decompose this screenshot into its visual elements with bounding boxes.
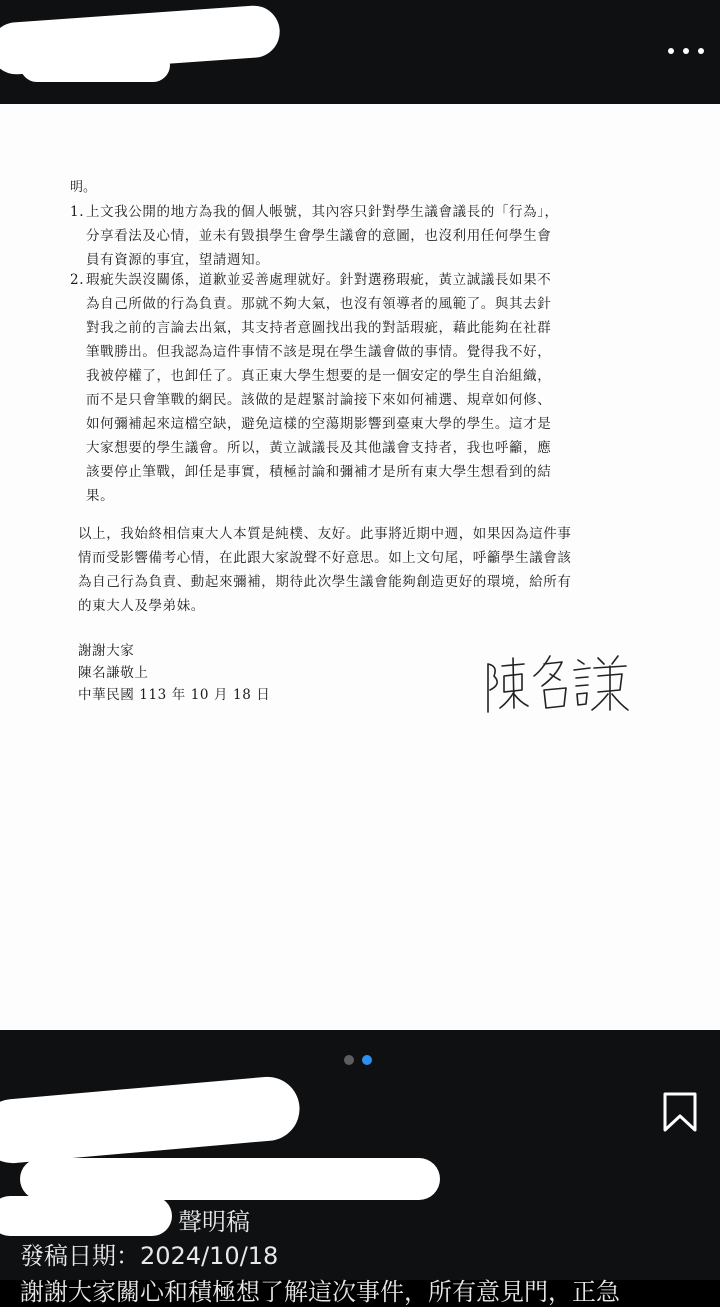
handwritten-signature [480, 650, 630, 720]
closing-line: 為自己行為負責、動起來彌補，期待此次學生議會能夠創造更好的環境，給所有 [78, 574, 572, 590]
closing-line: 的東大人及學弟妹。 [78, 598, 205, 614]
post-footer [0, 1030, 720, 1306]
doc-intro: 明。 [70, 180, 97, 195]
carousel-dot[interactable] [344, 1055, 354, 1065]
item-line: 瑕疵失誤沒關係，道歉並妥善處理就好。針對選務瑕疵，黃立誠議長如果不 [86, 272, 552, 288]
item-line: 該要停止筆戰，卸任是事實，積極討論和彌補才是所有東大學生想看到的結 [86, 464, 552, 480]
date-line: 中華民國 113 年 10 月 18 日 [78, 687, 271, 703]
item-number: 1. [70, 204, 85, 220]
more-dot-icon [683, 48, 689, 54]
item-line: 分享看法及心情，並未有毀損學生會學生議會的意圖，也沒利用任何學生會 [86, 228, 552, 244]
statement-document [0, 104, 720, 1030]
closing-line: 以上，我始終相信東大人本質是純樸、友好。此事將近期中週，如果因為這件事 [78, 526, 572, 542]
caption-title: 聲明稿 [178, 1208, 250, 1236]
caption-body-preview: 謝謝大家關心和積極想了解這次事件，所有意見門，正急 [20, 1278, 620, 1306]
top-bar [0, 0, 720, 104]
more-dot-icon [698, 48, 704, 54]
item-number: 2. [70, 272, 85, 288]
item-line: 大家想要的學生議會。所以，黃立誠議長及其他議會支持者，我也呼籲，應 [86, 440, 552, 456]
doc-item-1 [70, 200, 600, 272]
redacted-caption-fragment [20, 1158, 440, 1200]
carousel-indicator [344, 1055, 372, 1065]
closing-line: 情而受影響備考心情，在此跟大家說聲不好意思。如上文句尾，呼籲學生議會該 [78, 550, 572, 566]
item-line: 對我之前的言論去出氣，其支持者意圖找出我的對話瑕疵，藉此能夠在社群 [86, 320, 552, 336]
item-line: 我被停權了，也卸任了。真正東大學生想要的是一個安定的學生自治組織， [86, 368, 552, 384]
item-line: 員有資源的事宜，望請週知。 [86, 252, 270, 268]
thanks-line: 謝謝大家 [78, 643, 135, 659]
item-line: 為自己所做的行為負責。那就不夠大氣，也沒有領導者的風範了。與其去針 [86, 296, 552, 312]
doc-item-2 [70, 268, 600, 508]
carousel-dot-active[interactable] [362, 1055, 372, 1065]
doc-closing-paragraph [78, 522, 608, 618]
more-options-button[interactable] [668, 36, 704, 66]
redacted-username-tail [20, 48, 170, 82]
redacted-caption-fragment [0, 1196, 172, 1236]
item-line: 果。 [86, 488, 115, 504]
signer-line: 陳名謙敬上 [78, 665, 149, 681]
item-line: 而不是只會筆戰的網民。該做的是趕緊討論接下來如何補選、規章如何修、 [86, 392, 552, 408]
signature-block [78, 640, 270, 706]
item-line: 上文我公開的地方為我的個人帳號，其內容只針對學生議會議長的「行為」， [86, 204, 559, 220]
redacted-author-name [0, 1074, 302, 1166]
item-line: 如何彌補起來這檔空缺，避免這樣的空蕩期影響到臺東大學的學生。這才是 [86, 416, 552, 432]
caption-date: 發稿日期：2024/10/18 [20, 1242, 279, 1270]
item-text [86, 200, 600, 272]
item-text [86, 268, 600, 508]
item-line: 筆戰勝出。但我認為這件事情不該是現在學生議會做的事情。覺得我不好， [86, 344, 552, 360]
more-dot-icon [668, 48, 674, 54]
bookmark-icon[interactable] [662, 1092, 698, 1132]
